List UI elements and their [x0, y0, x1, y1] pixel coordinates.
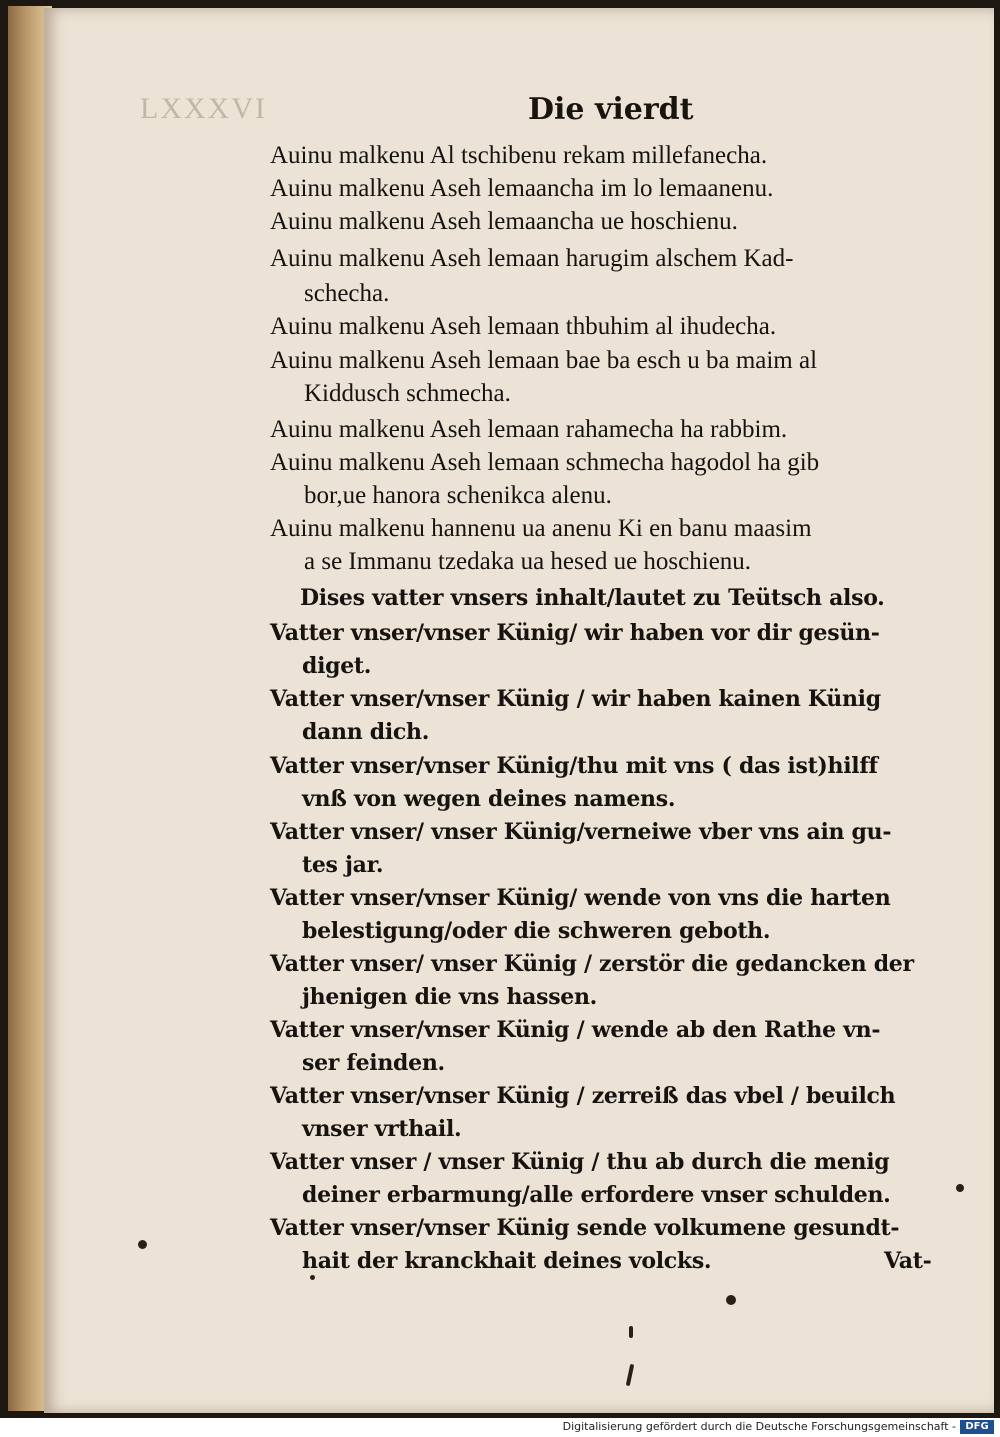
text-line: Auinu malkenu hannenu ua anenu Ki en banu maasim	[270, 515, 812, 542]
text-line: jhenigen die vns hassen.	[302, 984, 598, 1010]
dfg-logo: DFG	[960, 1420, 994, 1434]
text-line: Vatter vnser / vnser Künig / thu ab durch die menig	[270, 1149, 890, 1175]
text-line: Auinu malkenu Aseh lemaan bae ba esch u ba maim al	[270, 347, 818, 374]
text-line: bor,ue hanora schenikca alenu.	[304, 482, 612, 509]
catchword: Vat-	[884, 1248, 932, 1274]
text-line: Auinu malkenu Aseh lemaan thbuhim al ihudecha.	[270, 313, 777, 340]
ink-spot	[956, 1184, 964, 1192]
text-line: Vatter vnser/vnser Künig / wende ab den Rathe vn-	[270, 1017, 881, 1043]
running-head: Die vierdt	[528, 92, 694, 127]
text-line: Auinu malkenu Aseh lemaan rahamecha ha rabbim.	[270, 416, 788, 443]
text-line: Vatter vnser/vnser Künig/thu mit vns ( das ist)hilff	[270, 753, 878, 779]
text-line: Auinu malkenu Aseh lemaan schmecha hagodol ha gib	[270, 449, 820, 476]
text-line: Vatter vnser/vnser Künig/ wende von vns die harten	[270, 885, 891, 911]
text-line: tes jar.	[302, 852, 384, 878]
ink-spot	[726, 1295, 736, 1305]
text-line: Vatter vnser/ vnser Künig / zerstör die gedancken der	[270, 951, 914, 977]
folio-number: LXXXVI	[140, 92, 267, 125]
text-line: dann dich.	[302, 719, 430, 745]
footer-bar	[0, 1418, 1000, 1437]
text-line: schecha.	[304, 280, 390, 307]
ink-spot	[629, 1326, 633, 1338]
text-line: vnß von wegen deines namens.	[302, 786, 676, 812]
text-line: Vatter vnser/vnser Künig / zerreiß das vbel / beuilch	[270, 1083, 896, 1109]
ink-spot	[138, 1240, 147, 1249]
text-line: Auinu malkenu Aseh lemaancha im lo lemaanenu.	[270, 175, 774, 202]
text-line: a se Immanu tzedaka ua hesed ue hoschienu.	[304, 548, 752, 575]
text-line: Kiddusch schmecha.	[304, 380, 511, 407]
text-line: deiner erbarmung/alle erfordere vnser schulden.	[302, 1182, 891, 1208]
text-line: Vatter vnser/vnser Künig sende volkumene gesundt-	[270, 1215, 900, 1241]
text-line: ser feinden.	[302, 1050, 445, 1076]
text-line: belestigung/oder die schweren geboth.	[302, 918, 771, 944]
funding-credit: Digitalisierung gefördert durch die Deutsche Forschungsgemeinschaft -	[562, 1420, 956, 1433]
text-line: Auinu malkenu Aseh lemaan harugim alschem Kad-	[270, 245, 794, 272]
text-line: hait der kranckhait deines volcks.	[302, 1248, 712, 1274]
text-line: Auinu malkenu Aseh lemaancha ue hoschienu.	[270, 208, 738, 235]
text-line: Vatter vnser/vnser Künig/ wir haben vor dir gesün-	[270, 620, 880, 646]
text-line: Auinu malkenu Al tschibenu rekam millefanecha.	[270, 142, 768, 169]
text-line: Vatter vnser/vnser Künig / wir haben kainen Künig	[270, 686, 881, 712]
text-line: Vatter vnser/ vnser Künig/verneiwe vber vns ain gu-	[270, 819, 892, 845]
section-heading: Dises vatter vnsers inhalt/lautet zu Teütsch also.	[300, 585, 885, 611]
ink-spot	[310, 1275, 315, 1280]
text-line: diget.	[302, 653, 372, 679]
text-line: vnser vrthail.	[302, 1116, 462, 1142]
